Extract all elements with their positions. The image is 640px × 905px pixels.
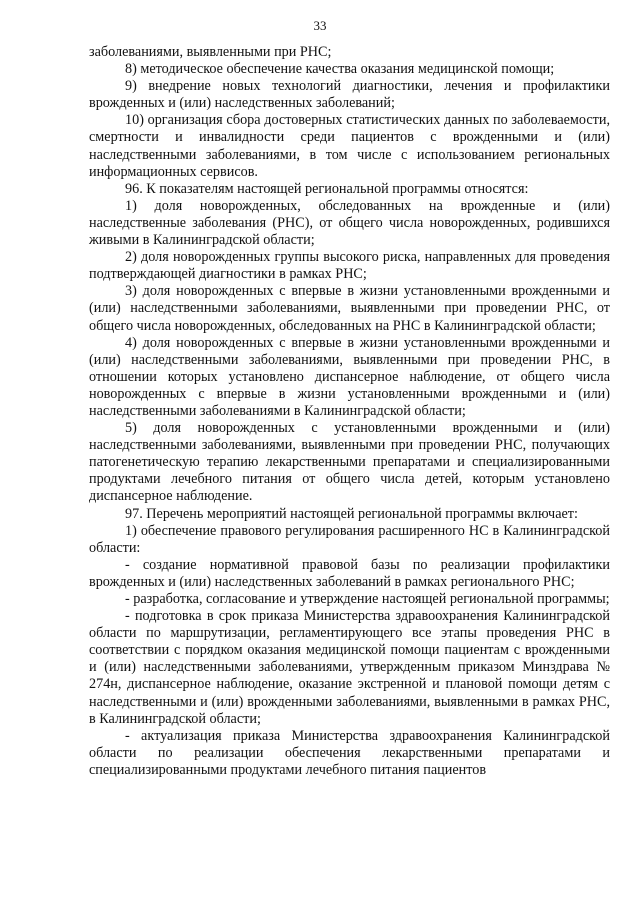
paragraph: 8) методическое обеспечение качества оказания медицинской помощи; <box>125 61 555 78</box>
paragraph: 3) доля новорожденных с впервые в жизни установленными врожденными и (или) наследственными заболеваниями, выявленными при проведении РНС, от общего числа новорожденных, обследованных на РНС в Калининградской области; <box>89 283 610 334</box>
paragraph: - актуализация приказа Министерства здравоохранения Калининградской области по реализации обеспечения лекарственными препаратами и специализированными продуктами лечебного питания пациентов <box>89 727 610 778</box>
paragraph: заболеваниями, выявленными при РНС; <box>89 44 332 60</box>
paragraph: 1) обеспечение правового регулирования расширенного НС в Калининградской области: <box>89 522 610 556</box>
paragraph: 5) доля новорожденных с установленными врожденными и (или) наследственными заболеваниями, выявленными при проведении РНС, получающих патогенетическую терапию лекарственными препаратами и специализированными продуктами лечебного питания от общего числа детей, которым установлено диспансерное наблюдение. <box>89 420 610 505</box>
paragraph: - создание нормативной правовой базы по реализации профилактики врожденных и (или) наследственных заболеваний в рамках регионального РНС; <box>89 556 610 590</box>
paragraph: 97. Перечень мероприятий настоящей региональной программы включает: <box>125 505 578 522</box>
paragraph: 10) организация сбора достоверных статистических данных по заболеваемости, смертности и инвалидности среди пациентов с врожденными и (или) наследственными заболеваниями, в том числе с использованием региональных информационных сервисов. <box>89 112 610 180</box>
paragraph: 4) доля новорожденных с впервые в жизни установленными врожденными и (или) наследственными заболеваниями, выявленными при проведении РНС, в отношении которых установлено диспансерное наблюдение, от общего числа новорожденных с впервые в жизни установленными врожденными и (или) наследственными заболеваниями в Калининградской области; <box>89 334 610 419</box>
paragraph: 1) доля новорожденных, обследованных на врожденные и (или) наследственные заболевания (РНС), от общего числа новорожденных, родившихся живыми в Калининградской области; <box>89 197 610 249</box>
paragraph: - подготовка в срок приказа Министерства здравоохранения Калининградской области по маршрутизации, регламентирующего все этапы проведения РНС в соответствии с порядком оказания медицинской помощи пациентам с врожденными и (или) наследственными заболеваниями, утвержденным приказом Минздрава № 274н, диспансерное наблюдение, оказание экстренной и плановой помощи детям с наследственными и (или) врожденными заболеваниями, выявленными в рамках РНС, в Калининградской области; <box>89 608 610 727</box>
paragraph: 9) внедрение новых технологий диагностики, лечения и профилактики врожденных и (или) наследственных заболеваний; <box>89 78 610 112</box>
paragraph: 2) доля новорожденных группы высокого риска, направленных для проведения подтверждающей диагностики в рамках РНС; <box>89 249 610 283</box>
document-body <box>89 44 610 779</box>
paragraph: 96. К показателям настоящей региональной программы относятся: <box>125 180 529 197</box>
paragraph: - разработка, согласование и утверждение настоящей региональной программы; <box>125 591 610 607</box>
page-number: 33 <box>313 18 327 33</box>
